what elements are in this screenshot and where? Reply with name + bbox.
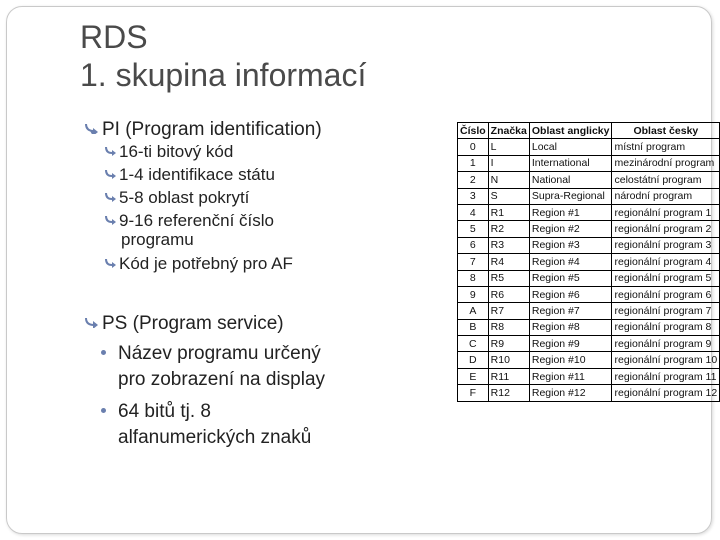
ps-item (118, 341, 325, 393)
bullet-dot-icon (101, 350, 106, 355)
pi-heading-text: PI (Program identification) (102, 119, 322, 140)
table-cell: 5 (458, 221, 489, 237)
pi-item (104, 141, 233, 162)
table-cell: Local (529, 139, 612, 155)
pi-item (104, 164, 275, 185)
pi-item-wrap: programu (121, 230, 194, 249)
hook-arrow-icon (104, 210, 119, 230)
table-cell: R8 (488, 319, 529, 335)
table-cell: 7 (458, 254, 489, 270)
hook-arrow-icon (84, 312, 102, 334)
table-cell: regionální program 11 (612, 368, 720, 384)
table-cell: D (458, 352, 489, 368)
table-cell: Region #2 (529, 221, 612, 237)
hook-arrow-icon (104, 141, 119, 161)
table-cell: Region #3 (529, 237, 612, 253)
ps-item-line: alfanumerických znaků (118, 427, 312, 448)
table-row (458, 286, 720, 302)
table-cell: regionální program 3 (612, 237, 720, 253)
table-cell: regionální program 10 (612, 352, 720, 368)
table-header: Číslo (458, 123, 489, 139)
table-cell: regionální program 8 (612, 319, 720, 335)
table-cell: Region #1 (529, 204, 612, 220)
table-cell: 4 (458, 204, 489, 220)
title-line-2: 1. skupina informací (80, 57, 367, 93)
table-cell: R10 (488, 352, 529, 368)
table-cell: I (488, 155, 529, 171)
table-cell: 0 (458, 139, 489, 155)
table-row (458, 254, 720, 270)
table-header-row (458, 123, 720, 139)
table-cell: regionální program 5 (612, 270, 720, 286)
table-cell: R6 (488, 286, 529, 302)
table-cell: Supra-Regional (529, 188, 612, 204)
table-cell: regionální program 9 (612, 336, 720, 352)
pty-code-table (457, 122, 720, 402)
table-cell: E (458, 368, 489, 384)
pi-item (104, 253, 293, 274)
table-cell: Region #6 (529, 286, 612, 302)
title-line-1: RDS (80, 19, 148, 55)
table-cell: národní program (612, 188, 720, 204)
table-row (458, 319, 720, 335)
table-cell: S (488, 188, 529, 204)
slide-title (80, 18, 366, 94)
table-cell: R5 (488, 270, 529, 286)
pi-item-text: 16-ti bitový kód (119, 142, 234, 161)
ps-item-line: 64 bitů tj. 8 (118, 401, 211, 422)
table-cell: A (458, 303, 489, 319)
table-cell: regionální program 4 (612, 254, 720, 270)
table-cell: regionální program 1 (612, 204, 720, 220)
table-row (458, 303, 720, 319)
table-cell: regionální program 6 (612, 286, 720, 302)
table-cell: International (529, 155, 612, 171)
table-cell: R9 (488, 336, 529, 352)
table-row (458, 172, 720, 188)
ps-item (118, 399, 311, 451)
table-cell: 3 (458, 188, 489, 204)
table-cell: Region #11 (529, 368, 612, 384)
pi-item-text: 5-8 oblast pokrytí (119, 188, 250, 207)
table-cell: 6 (458, 237, 489, 253)
table-cell: R2 (488, 221, 529, 237)
table-row (458, 204, 720, 220)
table-cell: 8 (458, 270, 489, 286)
table-cell: B (458, 319, 489, 335)
table-row (458, 368, 720, 384)
table-header: Značka (488, 123, 529, 139)
table-cell: C (458, 336, 489, 352)
table-cell: Region #12 (529, 385, 612, 401)
table-cell: místní program (612, 139, 720, 155)
table-cell: R11 (488, 368, 529, 384)
table-header: Oblast anglicky (529, 123, 612, 139)
table-cell: Region #9 (529, 336, 612, 352)
table-row (458, 139, 720, 155)
table-cell: Region #4 (529, 254, 612, 270)
table-body (458, 139, 720, 401)
table-cell: Region #10 (529, 352, 612, 368)
table-cell: Region #5 (529, 270, 612, 286)
table-row (458, 336, 720, 352)
hook-arrow-icon (104, 253, 119, 273)
table-cell: R1 (488, 204, 529, 220)
ps-heading-text: PS (Program service) (102, 313, 284, 334)
table-row (458, 352, 720, 368)
table-cell: regionální program 2 (612, 221, 720, 237)
table-header: Oblast česky (612, 123, 720, 139)
table-cell: L (488, 139, 529, 155)
ps-item-line: Název programu určený (118, 343, 321, 364)
table-cell: mezinárodní program (612, 155, 720, 171)
pi-item (104, 187, 249, 208)
table-row (458, 385, 720, 401)
table-cell: F (458, 385, 489, 401)
table-row (458, 237, 720, 253)
table-cell: Region #8 (529, 319, 612, 335)
table-cell: 9 (458, 286, 489, 302)
table-cell: R7 (488, 303, 529, 319)
hook-arrow-icon (104, 187, 119, 207)
table-cell: celostátní program (612, 172, 720, 188)
table-cell: R4 (488, 254, 529, 270)
table-row (458, 270, 720, 286)
pi-heading (84, 118, 322, 141)
bullet-dot-icon (101, 408, 106, 413)
hook-arrow-icon (84, 118, 102, 140)
table-row (458, 155, 720, 171)
pi-item-text: 9-16 referenční číslo (119, 211, 274, 230)
table-cell: regionální program 12 (612, 385, 720, 401)
hook-arrow-icon (104, 164, 119, 184)
table-cell: N (488, 172, 529, 188)
ps-item-line: pro zobrazení na display (118, 369, 326, 390)
table-cell: 2 (458, 172, 489, 188)
table-cell: regionální program 7 (612, 303, 720, 319)
table-row (458, 221, 720, 237)
pi-item-text: Kód je potřebný pro AF (119, 254, 293, 273)
table-cell: 1 (458, 155, 489, 171)
ps-heading (84, 312, 284, 335)
table-row (458, 188, 720, 204)
pi-item-text: 1-4 identifikace státu (119, 165, 275, 184)
table-cell: Region #7 (529, 303, 612, 319)
pi-item (104, 210, 274, 231)
table-cell: R3 (488, 237, 529, 253)
table-cell: National (529, 172, 612, 188)
table-cell: R12 (488, 385, 529, 401)
